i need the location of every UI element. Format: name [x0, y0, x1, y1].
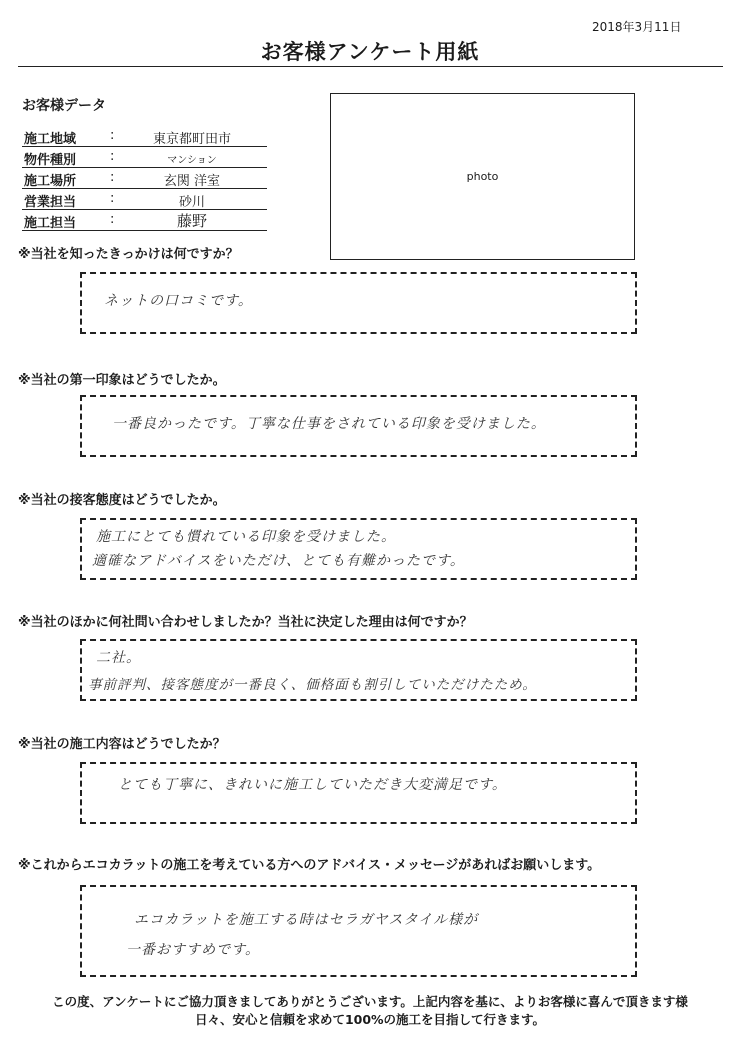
info-row-location [22, 168, 267, 189]
question-3: ※当社の接客態度はどうでしたか。 [18, 493, 226, 508]
info-row-sales-rep [22, 189, 267, 210]
question-2: ※当社の第一印象はどうでしたか。 [18, 373, 226, 388]
answer-6-line-2: 一番おすすめです。 [126, 942, 261, 958]
info-colon: : [110, 212, 115, 227]
info-colon: : [110, 149, 115, 164]
answer-box-2 [80, 395, 637, 457]
closing-line-2: 日々、安心と信頼を求めて100%の施工を目指して行きます。 [194, 1012, 546, 1027]
answer-box-1 [80, 272, 637, 334]
info-label: 施工地域 [24, 132, 77, 147]
info-colon: : [110, 128, 115, 143]
customer-data-heading: お客様データ [22, 98, 106, 114]
answer-box-6 [80, 885, 637, 977]
info-value: マンション [167, 155, 217, 166]
answer-1-line-1: ネットの口コミです。 [104, 293, 253, 309]
question-4: ※当社のほかに何社問い合わせしましたか？当社に決定した理由は何ですか？ [18, 615, 473, 630]
info-value: 玄関 洋室 [163, 174, 221, 189]
info-colon: : [110, 170, 115, 185]
answer-6-line-1: エコカラットを施工する時はセラガヤスタイル様が [134, 912, 479, 928]
answer-2-line-1: 一番良かったです。丁寧な仕事をされている印象を受けました。 [112, 416, 546, 432]
question-5: ※当社の施工内容はどうでしたか？ [18, 737, 226, 752]
info-colon: : [110, 191, 115, 206]
info-label: 営業担当 [24, 195, 77, 210]
info-row-installer [22, 210, 267, 231]
info-label: 物件種別 [24, 153, 77, 168]
photo-frame [330, 93, 635, 260]
question-6: ※これからエコカラットの施工を考えている方へのアドバイス・メッセージがあればお願いします。 [18, 858, 601, 873]
answer-3-line-2: 適確なアドバイスをいただけ、とても有難かったです。 [92, 553, 465, 569]
page-title: お客様アンケート用紙 [260, 40, 480, 64]
info-row-property-type [22, 147, 267, 168]
answer-4-line-1: 二社。 [96, 650, 141, 666]
photo-label: photo [466, 170, 499, 183]
info-value-handwritten: 藤野 [176, 212, 207, 230]
survey-date: 2018年3月11日 [592, 20, 682, 34]
answer-4-line-2: 事前評判、接客態度が一番良く、価格面も割引していただけたため。 [88, 677, 537, 693]
info-row-area [22, 126, 267, 147]
answer-3-line-1: 施工にとても慣れている印象を受けました。 [96, 529, 396, 545]
answer-box-5 [80, 762, 637, 824]
closing-line-1: この度、アンケートにご協力頂きましてありがとうございます。上記内容を基に、よりお客様に喜んで頂きます様 [52, 994, 688, 1009]
answer-5-line-1: とても丁寧に、きれいに施工していただき大変満足です。 [118, 777, 507, 793]
info-value: 砂川 [178, 195, 205, 210]
info-label: 施工担当 [24, 216, 77, 231]
info-value: 東京都町田市 [152, 132, 231, 147]
answer-box-4 [80, 639, 637, 701]
title-underline [18, 66, 723, 67]
info-label: 施工場所 [24, 174, 77, 189]
question-1: ※当社を知ったきっかけは何ですか？ [18, 247, 239, 262]
answer-box-3 [80, 518, 637, 580]
